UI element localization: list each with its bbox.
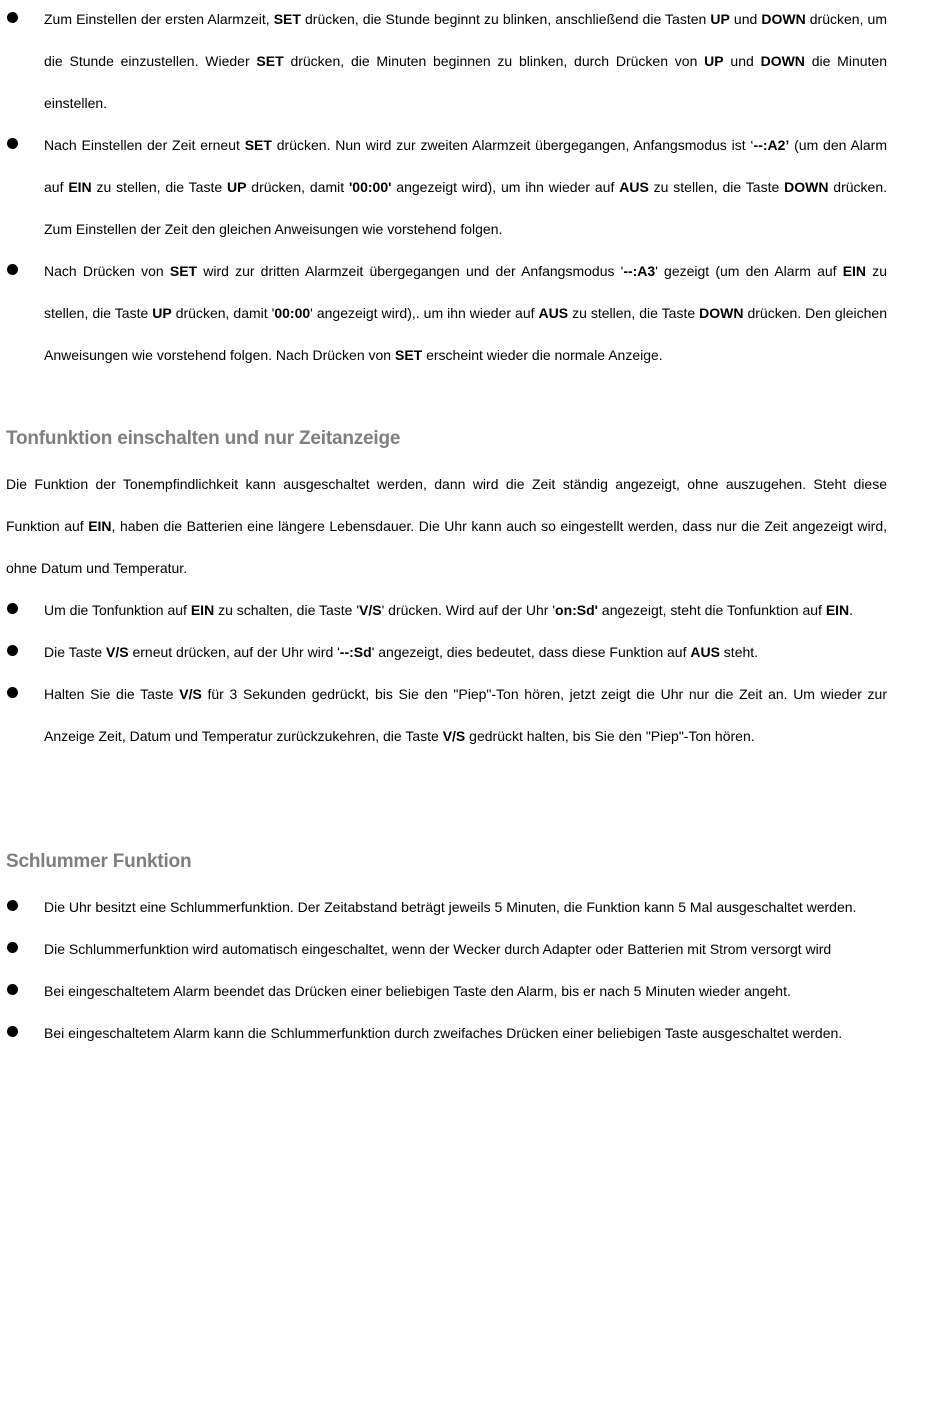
bold-term: UP: [152, 305, 172, 321]
bold-term: EIN: [68, 179, 92, 195]
list-item: [0, 1012, 924, 1054]
bold-term: SET: [273, 11, 301, 27]
list-item: [0, 928, 924, 970]
list-item-text: Zum Einstellen der ersten Alarmzeit, SET drücken, die Stunde beginnt zu blinken, anschließend die Tasten UP und DOWN drücken, um die Stunde einzustellen. Wieder SET drücken, die Minuten beginnen zu blinken, durch Drücken von UP und DOWN die Minuten einstellen.: [44, 11, 887, 111]
bold-term: V/S: [179, 686, 202, 702]
bold-term: UP: [710, 11, 730, 27]
bullet-icon: [7, 138, 18, 149]
bold-term: UP: [227, 179, 247, 195]
bold-term: EIN: [190, 602, 215, 618]
bold-term: AUS: [690, 644, 720, 660]
bold-term: V/S: [106, 644, 129, 660]
list-item-text: Die Schlummerfunktion wird automatisch eingeschaltet, wenn der Wecker durch Adapter oder Batterien mit Strom versorgt wird: [44, 941, 832, 957]
list-item: [0, 673, 887, 757]
list-item-text: Die Taste V/S erneut drücken, auf der Uhr wird '--:Sd' angezeigt, dies bedeutet, dass diese Funktion auf AUS steht.: [44, 644, 759, 660]
bullet-icon: [7, 603, 18, 614]
list-item: [0, 970, 924, 1012]
bullet-icon: [7, 984, 18, 995]
bullet-icon: [7, 264, 18, 275]
list-item-text: Bei eingeschaltetem Alarm beendet das Drücken einer beliebigen Taste den Alarm, bis er nach 5 Minuten wieder angeht.: [44, 983, 791, 999]
bold-term: SET: [169, 263, 198, 279]
snooze-instructions-list: [0, 886, 950, 1054]
bold-term: '00:00': [348, 179, 392, 195]
bold-term: DOWN: [761, 11, 806, 27]
bullet-icon: [7, 687, 18, 698]
section-heading-snooze: Schlummer Funktion: [6, 851, 192, 872]
bold-term: 00:00: [274, 305, 311, 321]
list-item: [0, 124, 887, 250]
ton-intro-paragraph: Die Funktion der Tonempfindlichkeit kann ausgeschaltet werden, dann wird die Zeit ständig angezeigt, ohne auszugehen. Steht diese Funktion auf EIN, haben die Batterien eine längere Lebensdauer. Die Uhr kann auch so eingestellt werden, dass nur die Zeit angezeigt wird, ohne Datum und Temperatur.: [6, 476, 887, 576]
list-item: [0, 250, 887, 376]
bold-term: --:Sd: [339, 644, 372, 660]
bold-term: SET: [256, 53, 284, 69]
list-item: [0, 631, 887, 673]
bold-term: --:A3: [623, 263, 656, 279]
list-item: [0, 886, 924, 928]
bold-term: DOWN: [760, 53, 805, 69]
bold-term: AUS: [538, 305, 569, 321]
bold-term: EIN: [88, 518, 112, 534]
bullet-icon: [7, 942, 18, 953]
bold-term: V/S: [442, 728, 466, 744]
list-item-text: Bei eingeschaltetem Alarm kann die Schlummerfunktion durch zweifaches Drücken einer beliebigen Taste ausgeschaltet werden.: [44, 1025, 843, 1041]
list-item: [0, 589, 887, 631]
bold-term: SET: [244, 137, 272, 153]
bullet-icon: [7, 12, 18, 23]
bold-term: --:A2’: [753, 137, 790, 153]
bullet-icon: [7, 900, 18, 911]
bullet-icon: [7, 1026, 18, 1037]
list-item-text: Nach Einstellen der Zeit erneut SET drücken. Nun wird zur zweiten Alarmzeit übergegangen, Anfangsmodus ist ‘--:A2’ (um den Alarm auf EIN zu stellen, die Taste UP drücken, damit '00:00' angezeigt wird), um ihn wieder auf AUS zu stellen, die Taste DOWN drücken. Zum Einstellen der Zeit den gleichen Anweisungen wie vorstehend folgen.: [44, 137, 887, 237]
ton-instructions-list: [0, 589, 950, 757]
bold-term: DOWN: [699, 305, 744, 321]
bold-term: EIN: [842, 263, 867, 279]
list-item-text: Halten Sie die Taste V/S für 3 Sekunden gedrückt, bis Sie den "Piep"-Ton hören, jetzt zeigt die Uhr nur die Zeit an. Um wieder zur Anzeige Zeit, Datum und Temperatur zurückzukehren, die Taste V/S gedrückt halten, bis Sie den "Piep"-Ton hören.: [44, 686, 887, 744]
alarm-instructions-list: [0, 0, 950, 376]
bullet-icon: [7, 645, 18, 656]
list-item: [0, 0, 887, 124]
list-item-text: Um die Tonfunktion auf EIN zu schalten, die Taste 'V/S' drücken. Wird auf der Uhr 'on:Sd' angezeigt, steht die Tonfunktion auf EIN.: [44, 602, 854, 618]
bold-term: SET: [394, 347, 423, 363]
list-item-text: Nach Drücken von SET wird zur dritten Alarmzeit übergegangen und der Anfangsmodus '--:A3' gezeigt (um den Alarm auf EIN zu stellen, die Taste UP drücken, damit '00:00' angezeigt wird),. um ihn wieder auf AUS zu stellen, die Taste DOWN drücken. Den gleichen Anweisungen wie vorstehend folgen. Nach Drücken von SET erscheint wieder die normale Anzeige.: [44, 263, 888, 363]
bold-term: AUS: [619, 179, 649, 195]
bold-term: V/S: [359, 602, 382, 618]
section-heading-ton: Tonfunktion einschalten und nur Zeitanzeige: [6, 428, 401, 449]
bold-term: on:Sd': [555, 602, 599, 618]
bold-term: UP: [704, 53, 724, 69]
list-item-text: Die Uhr besitzt eine Schlummerfunktion. Der Zeitabstand beträgt jeweils 5 Minuten, die Funktion kann 5 Mal ausgeschaltet werden.: [44, 899, 857, 915]
bold-term: EIN: [825, 602, 850, 618]
bold-term: DOWN: [784, 179, 829, 195]
